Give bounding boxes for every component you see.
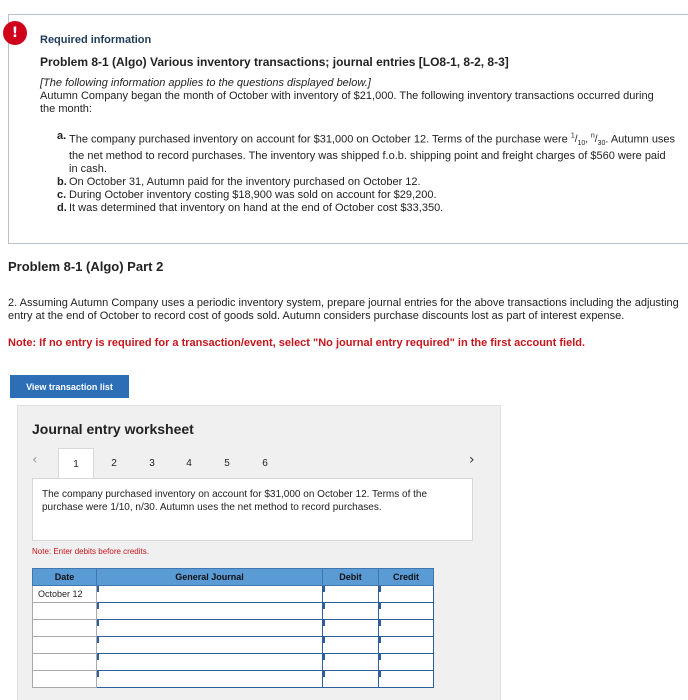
tab-5[interactable]: 5 — [224, 457, 230, 469]
table-row — [33, 620, 434, 637]
debit-input[interactable] — [323, 654, 379, 671]
credit-column-header: Credit — [379, 569, 434, 586]
debit-input[interactable] — [323, 586, 379, 603]
terms-fraction: $^1/_{10}$, $^n/_{30}$ — [570, 133, 606, 148]
date-cell — [33, 603, 97, 620]
journal-table — [32, 568, 434, 688]
debit-column-header: Debit — [323, 569, 379, 586]
transaction-item: a. The company purchased inventory on account for $31,000 on October 12. Terms of the purchase were $^1/_{10}$, $^n/_{30}$. Autumn uses the net method to record purchases. The inventory was shipped f.o.b. shipping point and freight charges of $560 were paid in cash. — [57, 130, 676, 176]
transaction-letter: d. — [57, 202, 67, 215]
date-cell — [33, 620, 97, 637]
transaction-list — [57, 130, 677, 215]
problem-title: Problem 8-1 (Algo) Various inventory transactions; journal entries [LO8-1, 8-2, 8-3] — [40, 55, 509, 69]
tab-6[interactable]: 6 — [262, 457, 268, 469]
date-cell: October 12 — [33, 586, 97, 603]
table-row — [33, 603, 434, 620]
transaction-item: b. On October 31, Autumn paid for the inventory purchased on October 12. — [57, 176, 421, 189]
transaction-letter: b. — [57, 176, 67, 189]
part-title: Problem 8-1 (Algo) Part 2 — [8, 259, 164, 274]
view-transaction-list-button[interactable]: View transaction list — [10, 375, 129, 398]
table-row — [33, 637, 434, 654]
credit-input[interactable] — [379, 603, 434, 620]
transaction-item: c. During October inventory costing $18,900 was sold on account for $29,200. — [57, 189, 437, 202]
credit-input[interactable] — [379, 620, 434, 637]
intro-italic: [The following information applies to the questions displayed below.] — [40, 77, 371, 89]
required-information-card — [8, 14, 688, 244]
tab-1[interactable]: 1 — [58, 448, 94, 479]
account-input[interactable] — [97, 671, 323, 688]
previous-icon[interactable]: ‹ — [32, 452, 38, 468]
date-cell — [33, 637, 97, 654]
table-header-row — [33, 569, 434, 586]
debit-input[interactable] — [323, 620, 379, 637]
credit-input[interactable] — [379, 586, 434, 603]
credit-input[interactable] — [379, 637, 434, 654]
worksheet-title: Journal entry worksheet — [32, 421, 194, 437]
credit-input[interactable] — [379, 654, 434, 671]
account-input[interactable] — [97, 637, 323, 654]
transaction-item: d. It was determined that inventory on hand at the end of October cost $33,350. — [57, 202, 444, 215]
tab-4[interactable]: 4 — [186, 457, 192, 469]
transaction-letter: c. — [57, 189, 67, 202]
alert-icon: ! — [3, 21, 27, 45]
debit-input[interactable] — [323, 671, 379, 688]
journal-column-header: General Journal — [97, 569, 323, 586]
date-cell — [33, 654, 97, 671]
intro-text: Autumn Company began the month of October with inventory of $21,000. The following inventory transactions occurred during the month: — [40, 90, 654, 115]
transaction-letter: a. — [57, 130, 67, 142]
debit-credit-note: Note: Enter debits before credits. — [32, 547, 149, 556]
date-column-header: Date — [33, 569, 97, 586]
table-row — [33, 586, 434, 603]
debit-input[interactable] — [323, 637, 379, 654]
account-input[interactable] — [97, 586, 323, 603]
account-input[interactable] — [97, 620, 323, 637]
table-row — [33, 654, 434, 671]
account-input[interactable] — [97, 654, 323, 671]
next-icon[interactable]: › — [469, 452, 475, 468]
question-text: 2. Assuming Autumn Company uses a periodic inventory system, prepare journal entries for the above transactions including the adjusting entry at the end of October to record cost of goods sold. Autumn considers purchase discounts lost as part of interest expense. — [8, 297, 679, 322]
tab-3[interactable]: 3 — [149, 457, 155, 469]
credit-input[interactable] — [379, 671, 434, 688]
table-row — [33, 671, 434, 688]
tab-2[interactable]: 2 — [111, 457, 117, 469]
journal-entry-worksheet — [17, 405, 501, 700]
account-input[interactable] — [97, 603, 323, 620]
question-note: Note: If no entry is required for a transaction/event, select "No journal entry required" in the first account field. — [8, 337, 586, 349]
debit-input[interactable] — [323, 603, 379, 620]
transaction-description: The company purchased inventory on account for $31,000 on October 12. Terms of the purchase were 1/10, n/30. Autumn uses the net method to record purchases. — [32, 478, 473, 541]
required-information-label: Required information — [40, 34, 152, 46]
date-cell — [33, 671, 97, 688]
